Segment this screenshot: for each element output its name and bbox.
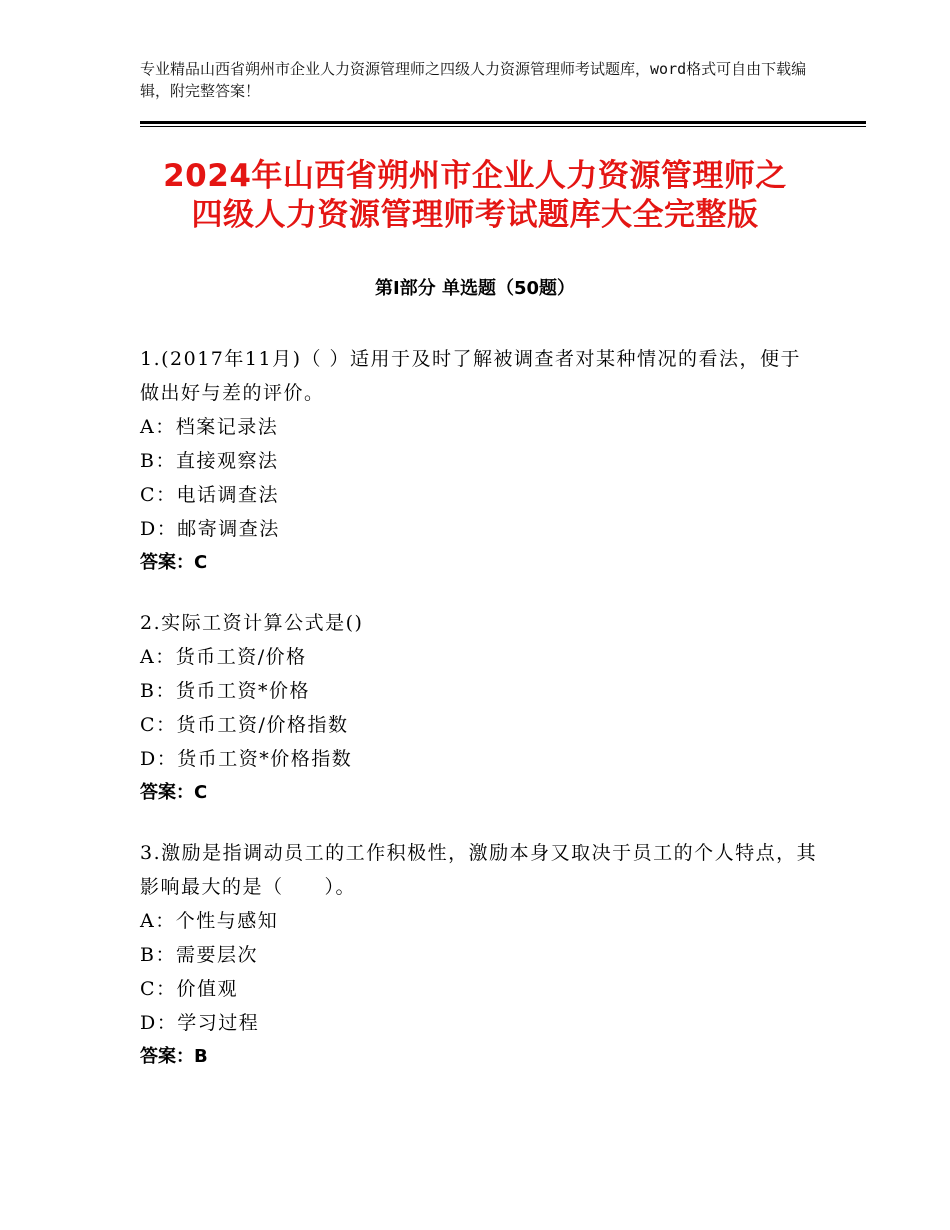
answer: 答案：C <box>140 552 208 573</box>
question-3 <box>140 836 820 1074</box>
document-title-line-2: 四级人力资源管理师考试题库大全完整版 <box>191 197 759 233</box>
question-text: 1.(2017年11月)（ ）适用于及时了解被调查者对某种情况的看法，便于做出好与差的评价。 <box>140 348 802 404</box>
question-text: 2.实际工资计算公式是() <box>140 612 364 634</box>
answer: 答案：C <box>140 782 208 803</box>
answer: 答案：B <box>140 1046 208 1067</box>
option-d: D：邮寄调查法 <box>140 518 280 540</box>
option-b: B：直接观察法 <box>140 450 279 472</box>
option-c: C：货币工资/价格指数 <box>140 714 349 736</box>
document-title-line-1: 2024年山西省朔州市企业人力资源管理师之 <box>163 158 787 194</box>
option-c: C：电话调查法 <box>140 484 280 506</box>
question-text: 3.激励是指调动员工的工作积极性，激励本身又取决于员工的个人特点，其影响最大的是（ ）。 <box>140 842 818 898</box>
option-c: C：价值观 <box>140 978 239 1000</box>
question-1 <box>140 342 820 580</box>
document-title <box>70 157 880 235</box>
header-note: 专业精品山西省朔州市企业人力资源管理师之四级人力资源管理师考试题库，word格式可自由下载编辑，附完整答案！ <box>140 60 807 100</box>
option-a: A：档案记录法 <box>140 416 279 438</box>
option-d: D：学习过程 <box>140 1012 260 1034</box>
option-a: A：货币工资/价格 <box>140 646 307 668</box>
section-heading: 第Ⅰ部分 单选题（50题） <box>374 278 575 299</box>
option-b: B：货币工资*价格 <box>140 680 310 702</box>
question-list <box>140 342 820 1100</box>
header-rule-thin <box>140 126 866 127</box>
option-a: A：个性与感知 <box>140 910 279 932</box>
option-b: B：需要层次 <box>140 944 258 966</box>
question-2 <box>140 606 820 810</box>
header-rule-thick <box>140 121 866 124</box>
option-d: D：货币工资*价格指数 <box>140 748 353 770</box>
